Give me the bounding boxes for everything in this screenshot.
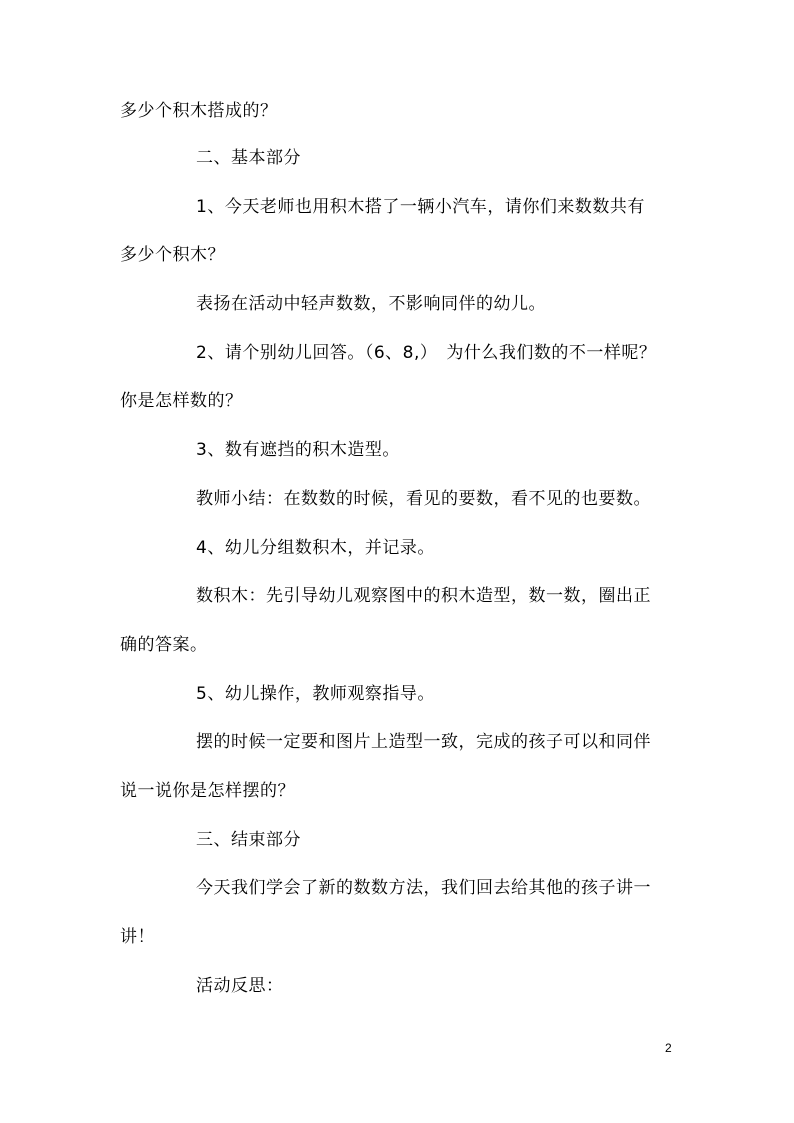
teacher-summary-text: 教师小结：在数数的时候，看见的要数，看不见的也要数。 bbox=[196, 489, 651, 509]
count-blocks-text: 数积木：先引导幼儿观察图中的积木造型，数一数，圈出正 bbox=[196, 586, 651, 606]
section-heading-basic: 二、基本部分 bbox=[196, 148, 301, 168]
step-1-text-cont: 多少个积木？ bbox=[120, 245, 225, 265]
step-5-text: 5、幼儿操作，教师观察指导。 bbox=[196, 684, 435, 704]
activity-reflection-label: 活动反思： bbox=[196, 976, 284, 996]
praise-text: 表扬在活动中轻声数数，不影响同伴的幼儿。 bbox=[196, 294, 546, 314]
ending-text-cont: 讲！ bbox=[120, 927, 155, 947]
step-3-text: 3、数有遮挡的积木造型。 bbox=[196, 440, 400, 460]
ending-text: 今天我们学会了新的数数方法，我们回去给其他的孩子讲一 bbox=[196, 878, 651, 898]
text-line-continuation: 多少个积木搭成的？ bbox=[120, 101, 278, 121]
step-4-text: 4、幼儿分组数积木，并记录。 bbox=[196, 538, 435, 558]
page-number: 2 bbox=[665, 1041, 672, 1055]
count-blocks-text-cont: 确的答案。 bbox=[120, 635, 208, 655]
step-1-text: 1、今天老师也用积木搭了一辆小汽车，请你们来数数共有 bbox=[196, 197, 645, 217]
section-heading-ending: 三、结束部分 bbox=[196, 830, 301, 850]
step-2-text-cont: 你是怎样数的？ bbox=[120, 391, 243, 411]
step-2-text: 2、请个别幼儿回答。（6、8,） 为什么我们数的不一样呢？ bbox=[196, 343, 657, 363]
arrange-text-cont: 说一说你是怎样摆的？ bbox=[120, 781, 295, 801]
arrange-text: 摆的时候一定要和图片上造型一致，完成的孩子可以和同伴 bbox=[196, 732, 651, 752]
